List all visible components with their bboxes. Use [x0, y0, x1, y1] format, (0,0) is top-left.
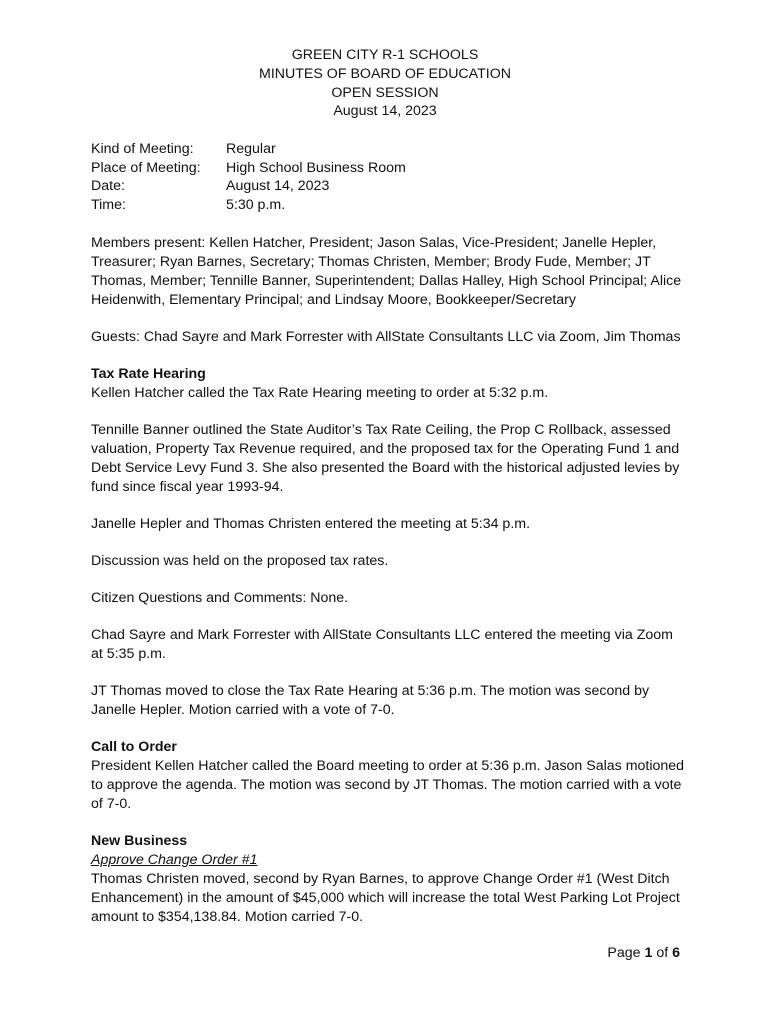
subheading-change-order: Approve Change Order #1 — [91, 852, 258, 868]
meta-row — [91, 140, 406, 159]
paragraph: Discussion was held on the proposed tax rates. — [91, 553, 389, 569]
minutes-body — [91, 234, 686, 945]
paragraph: Janelle Hepler and Thomas Christen entered the meeting at 5:34 p.m. — [91, 516, 531, 532]
document-header — [0, 46, 770, 121]
meeting-details — [91, 140, 406, 214]
paragraph: JT Thomas moved to close the Tax Rate Hearing at 5:36 p.m. The motion was second by Janelle Hepler. Motion carried with a vote of 7-0. — [91, 683, 650, 718]
page-word: Page — [607, 945, 641, 961]
paragraph: Chad Sayre and Mark Forrester with AllState Consultants LLC entered the meeting via Zoom at 5:35 p.m. — [91, 627, 673, 662]
meta-value: August 14, 2023 — [226, 178, 330, 195]
meta-label: Place of Meeting: — [91, 159, 201, 176]
meeting-date: August 14, 2023 — [333, 103, 437, 120]
meta-row — [91, 196, 406, 215]
page-footer — [607, 944, 680, 963]
members-present: Members present: Kellen Hatcher, President; Jason Salas, Vice-President; Janelle Hepler, Treasurer; Ryan Barnes, Secretary; Thomas Christen, Member; Brody Fude, Member; JT Thomas, Member; Tennille Banner, Superintendent; Dallas Halley, High School Principal; Alice Heidenwith, Elementary Principal; and Lindsay Moore, Bookkeeper/Secretary — [91, 235, 682, 308]
meta-row — [91, 159, 406, 178]
meta-label: Date: — [91, 178, 125, 195]
paragraph: Tennille Banner outlined the State Auditor’s Tax Rate Ceiling, the Prop C Rollback, assessed valuation, Property Tax Revenue required, and the proposed tax for the Operating Fund 1 and Debt Service Levy Fund 3. She also presented the Board with the historical adjusted levies by fund since fiscal year 1993-94. — [91, 422, 680, 495]
meta-label: Kind of Meeting: — [91, 141, 194, 157]
paragraph: Thomas Christen moved, second by Ryan Barnes, to approve Change Order #1 (West Ditch Enhancement) in the amount of $45,000 which will increase the total West Parking Lot Project amount to $354,138.84. Motion carried 7-0. — [91, 871, 680, 925]
meta-value: 5:30 p.m. — [226, 196, 286, 213]
paragraph: Kellen Hatcher called the Tax Rate Hearing meeting to order at 5:32 p.m. — [91, 385, 549, 401]
of-word: of — [656, 945, 669, 961]
school-name: GREEN CITY R-1 SCHOOLS — [291, 47, 479, 63]
section-heading-tax-rate-hearing: Tax Rate Hearing — [91, 366, 206, 382]
guests: Guests: Chad Sayre and Mark Forrester with AllState Consultants LLC via Zoom, Jim Thomas — [91, 329, 681, 345]
section-heading-call-to-order: Call to Order — [91, 739, 177, 755]
minutes-title: MINUTES OF BOARD OF EDUCATION — [259, 65, 511, 82]
meta-row — [91, 177, 406, 196]
section-heading-new-business: New Business — [91, 833, 188, 849]
meta-value: Regular — [226, 141, 276, 157]
meta-value: High School Business Room — [226, 159, 406, 176]
paragraph: Citizen Questions and Comments: None. — [91, 590, 349, 606]
meta-label: Time: — [91, 196, 126, 213]
session-type: OPEN SESSION — [331, 84, 439, 101]
paragraph: President Kellen Hatcher called the Board meeting to order at 5:36 p.m. Jason Salas motioned to approve the agenda. The motion was second by JT Thomas. The motion carried with a vote of 7-0. — [91, 758, 685, 812]
page-total: 6 — [672, 945, 680, 961]
page-number: 1 — [644, 945, 653, 961]
